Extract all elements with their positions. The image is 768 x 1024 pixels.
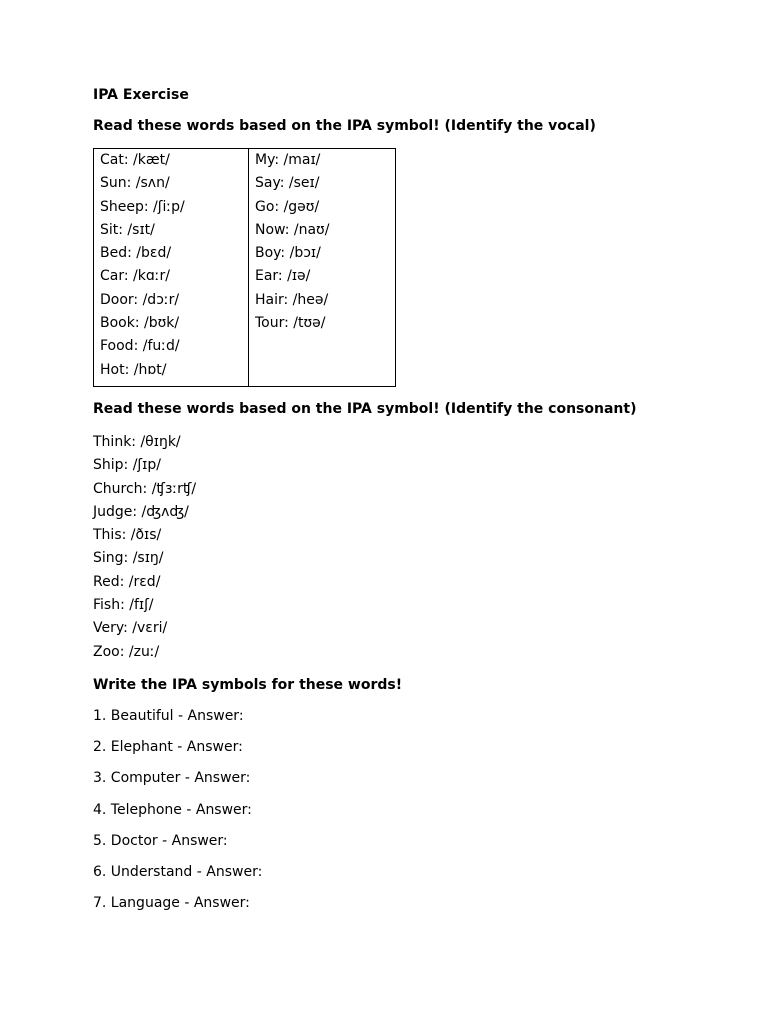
- vowel-item: Sit: /sɪt/: [100, 221, 155, 238]
- vowel-table: [93, 148, 396, 387]
- vowel-item: Boy: /bɔɪ/: [255, 245, 321, 262]
- vowel-item: Book: /bʊk/: [100, 315, 180, 332]
- question-item: 2. Elephant - Answer:: [93, 739, 243, 756]
- vowel-item: My: /maɪ/: [255, 152, 321, 168]
- question-item: 7. Language - Answer:: [93, 895, 250, 912]
- vowel-item: Hair: /heə/: [255, 291, 329, 308]
- write-section-heading: Write the IPA symbols for these words!: [93, 676, 403, 693]
- vowel-item: Hot: /hɒt/: [100, 361, 167, 378]
- consonant-item: Sing: /sɪŋ/: [93, 550, 164, 567]
- vowel-item: Now: /naʊ/: [255, 221, 330, 238]
- consonant-item: Church: /ʧɜːrʧ/: [93, 480, 197, 497]
- consonant-list: [93, 431, 693, 664]
- consonant-section-heading: Read these words based on the IPA symbol! (Identify the consonant): [93, 400, 637, 417]
- document-title: IPA Exercise: [93, 87, 189, 103]
- consonant-item: Red: /rɛd/: [93, 573, 161, 590]
- vowel-item: Bed: /bɛd/: [100, 245, 172, 262]
- vowel-column-diphthongs: [249, 149, 396, 387]
- vowel-item: Sun: /sʌn/: [100, 175, 170, 192]
- vowel-item: Say: /seɪ/: [255, 175, 320, 192]
- vowel-item: Door: /dɔːr/: [100, 291, 180, 308]
- vowel-item: Ear: /ɪə/: [255, 268, 311, 285]
- vowel-item: Sheep: /ʃiːp/: [100, 198, 185, 215]
- vowel-item: Car: /kɑːr/: [100, 268, 170, 285]
- consonant-item: Ship: /ʃɪp/: [93, 457, 161, 474]
- consonant-item: Very: /vɛri/: [93, 620, 168, 637]
- document-page: [93, 86, 693, 925]
- consonant-item: Think: /θɪŋk/: [93, 433, 181, 450]
- question-item: 3. Computer - Answer:: [93, 770, 251, 787]
- vowel-item: Tour: /tʊə/: [255, 315, 326, 332]
- question-item: 4. Telephone - Answer:: [93, 801, 252, 818]
- consonant-item: This: /ðɪs/: [93, 527, 162, 544]
- question-item: 5. Doctor - Answer:: [93, 832, 228, 849]
- question-item: 1. Beautiful - Answer:: [93, 707, 244, 724]
- question-list: [93, 707, 693, 913]
- vowel-item: Food: /fuːd/: [100, 338, 180, 355]
- vowel-item: Cat: /kæt/: [100, 152, 170, 168]
- consonant-item: Fish: /fɪʃ/: [93, 597, 154, 614]
- consonant-item: Zoo: /zuː/: [93, 643, 160, 660]
- vowel-section-heading: Read these words based on the IPA symbol! (Identify the vocal): [93, 118, 596, 134]
- vowel-item: Go: /gəʊ/: [255, 198, 320, 215]
- vowel-column-monophthongs: [94, 149, 249, 387]
- consonant-item: Judge: /ʤʌʤ/: [93, 503, 189, 520]
- question-item: 6. Understand - Answer:: [93, 863, 263, 880]
